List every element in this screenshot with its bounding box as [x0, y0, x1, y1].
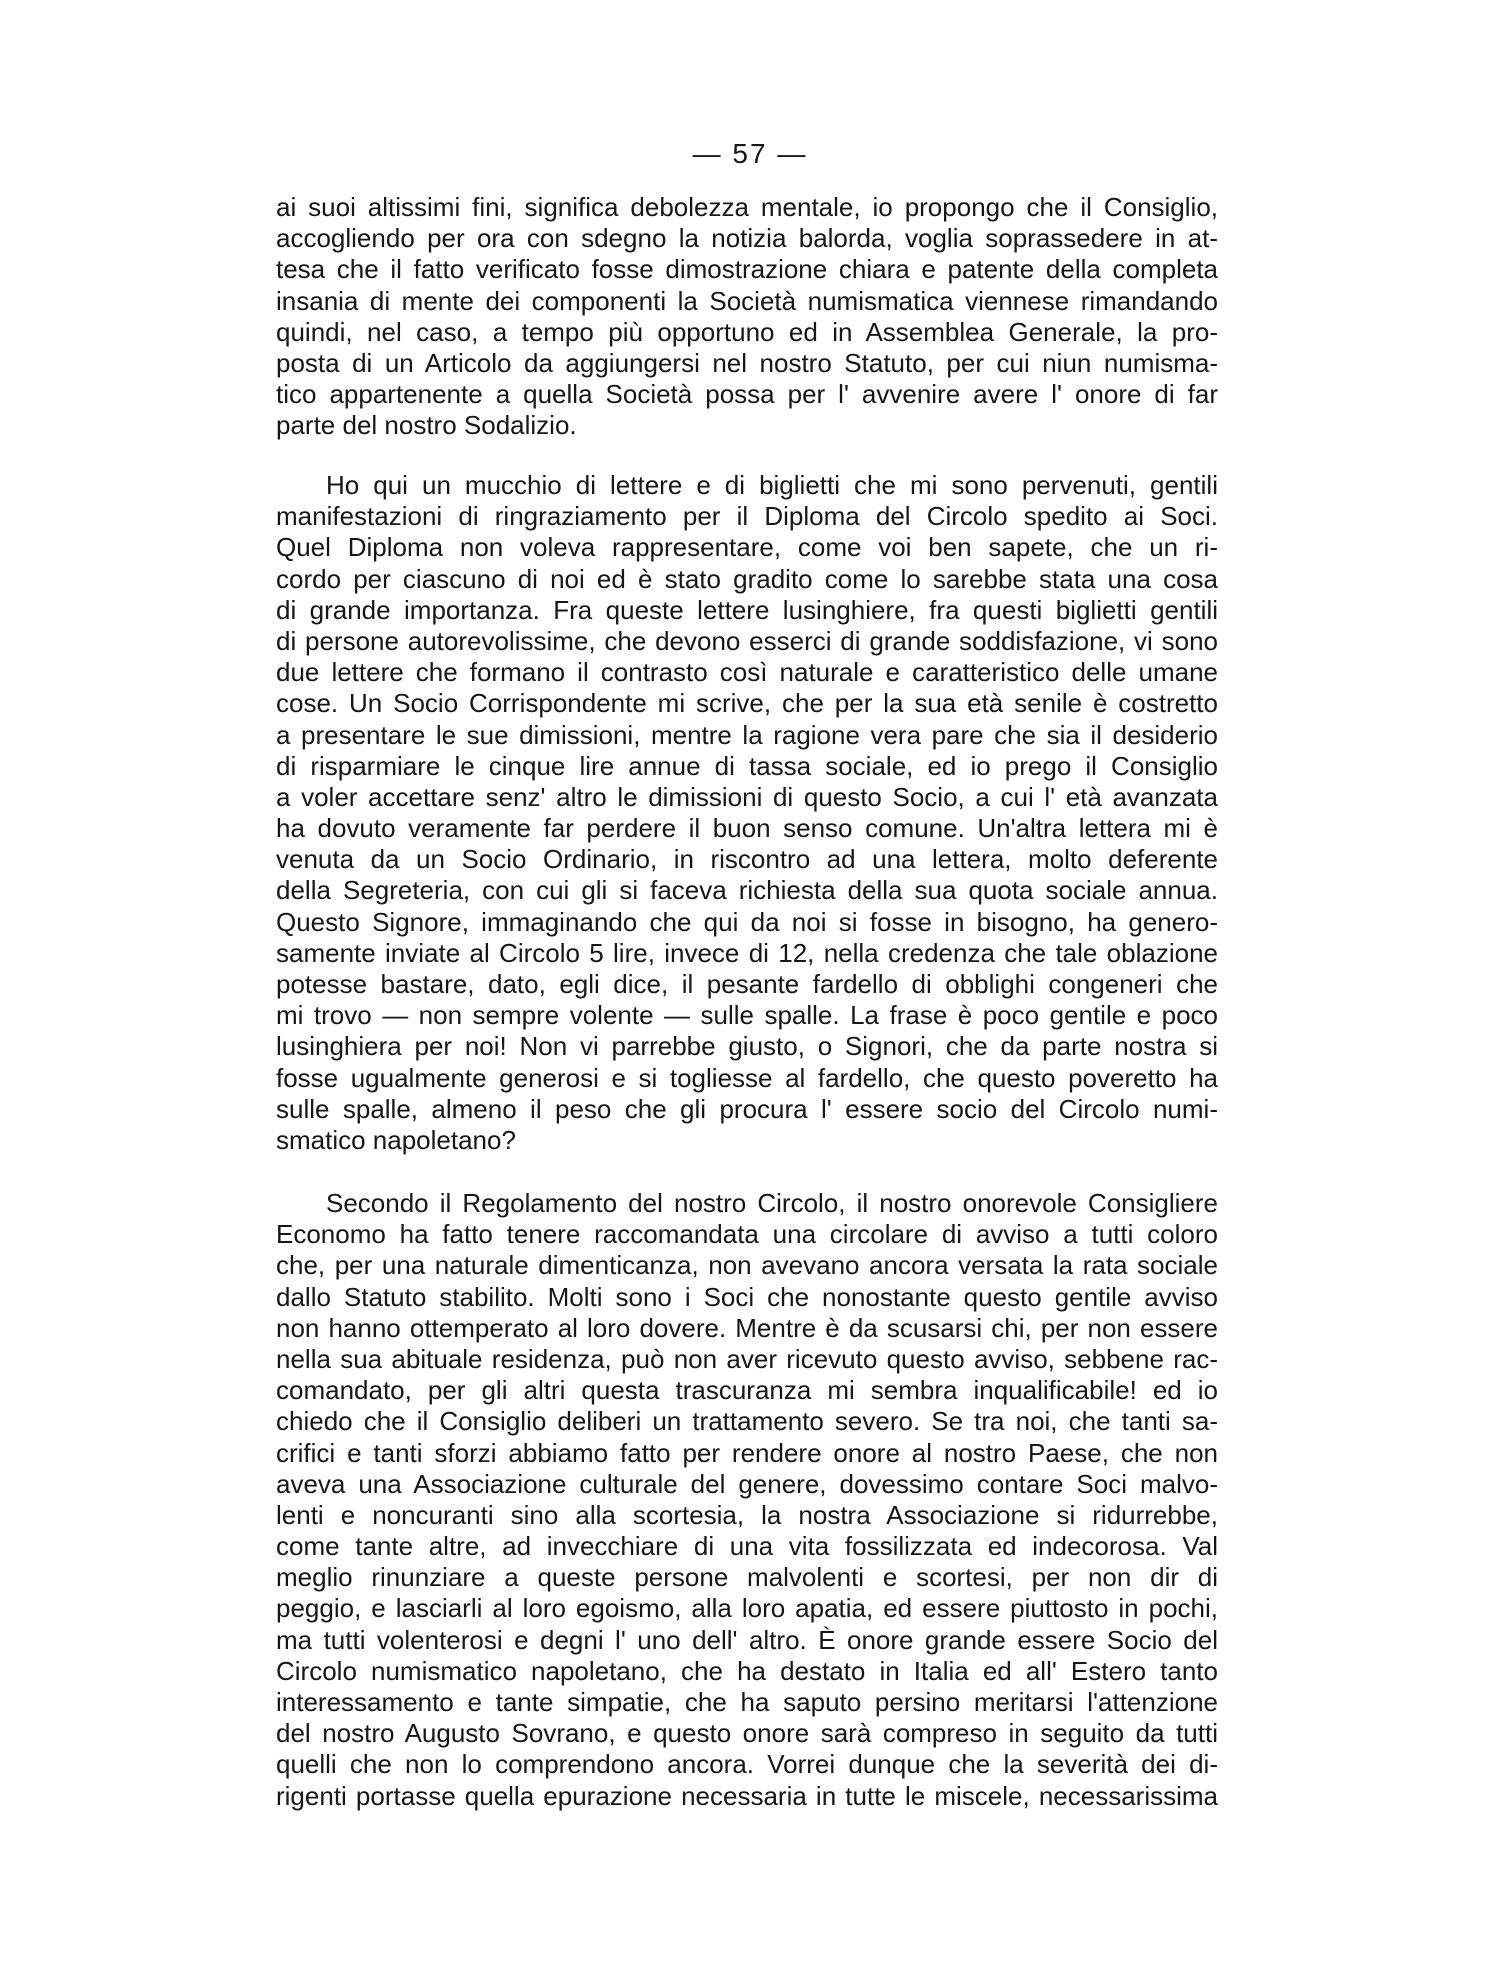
text-line: ma tutti volenterosi e degni l' uno dell' altro. È onore grande essere Socio del: [276, 1624, 1218, 1655]
text-line: non hanno ottemperato al loro dovere. Mentre è da scusarsi chi, per non essere: [276, 1312, 1218, 1343]
paragraph: [276, 192, 1218, 442]
paragraph: [276, 470, 1218, 1156]
text-line: come tante altre, ad invecchiare di una vita fossilizzata ed indecorosa. Val: [276, 1531, 1218, 1562]
text-line: Ho qui un mucchio di lettere e di biglietti che mi sono pervenuti, gentili: [326, 470, 1218, 500]
text-line: crifici e tanti sforzi abbiamo fatto per rendere onore al nostro Paese, che non: [276, 1437, 1218, 1468]
text-line: due lettere che formano il contrasto così naturale e caratteristico delle umane: [276, 657, 1218, 688]
text-line: comandato, per gli altri questa trascuranza mi sembra inqualificabile! ed io: [276, 1375, 1218, 1406]
text-line: tico appartenente a quella Società possa per l' avvenire avere l' onore di far: [276, 379, 1218, 410]
text-line: posta di un Articolo da aggiungersi nel nostro Statuto, per cui niun numisma-: [276, 347, 1218, 378]
text-line: insania di mente dei componenti la Società numismatica viennese rimandando: [276, 285, 1218, 316]
text-line: fosse ugualmente generosi e si togliesse al fardello, che questo poveretto ha: [276, 1062, 1218, 1093]
text-line: Circolo numismatico napoletano, che ha destato in Italia ed all' Estero tanto: [276, 1655, 1218, 1686]
text-line: quelli che non lo comprendono ancora. Vorrei dunque che la severità dei di-: [276, 1749, 1218, 1780]
text-line: venuta da un Socio Ordinario, in riscontro ad una lettera, molto deferente: [276, 844, 1218, 875]
text-line: peggio, e lasciarli al loro egoismo, alla loro apatia, ed essere piuttosto in pochi,: [276, 1593, 1218, 1624]
paragraph: [276, 1188, 1218, 1812]
text-line: Quel Diploma non voleva rappresentare, come voi ben sapete, che un ri-: [276, 532, 1218, 563]
text-line: di persone autorevolissime, che devono esserci di grande soddisfazione, vi sono: [276, 625, 1218, 656]
text-line: a presentare le sue dimissioni, mentre la ragione vera pare che sia il desiderio: [276, 719, 1218, 750]
text-line: del nostro Augusto Sovrano, e questo onore sarà compreso in seguito da tutti: [276, 1718, 1218, 1749]
text-line: lenti e noncuranti sino alla scortesia, la nostra Associazione si ridurrebbe,: [276, 1499, 1218, 1530]
text-line: smatico napoletano?: [276, 1124, 516, 1155]
text-line: cordo per ciascuno di noi ed è stato gradito come lo sarebbe stata una cosa: [276, 563, 1218, 594]
text-line: accogliendo per ora con sdegno la notizia balorda, voglia soprassedere in at-: [276, 223, 1218, 254]
text-line: che, per una naturale dimenticanza, non avevano ancora versata la rata sociale: [276, 1250, 1218, 1281]
text-line: meglio rinunziare a queste persone malvolenti e scortesi, per non dir di: [276, 1562, 1218, 1593]
text-line: lusinghiera per noi! Non vi parrebbe giusto, o Signori, che da parte nostra si: [276, 1031, 1218, 1062]
text-line: rigenti portasse quella epurazione necessaria in tutte le miscele, necessarissima: [276, 1780, 1218, 1811]
text-line: cose. Un Socio Corrispondente mi scrive, che per la sua età senile è costretto: [276, 688, 1218, 719]
text-line: sulle spalle, almeno il peso che gli procura l' essere socio del Circolo numi-: [276, 1093, 1218, 1124]
text-line: manifestazioni di ringraziamento per il Diploma del Circolo spedito ai Soci.: [276, 501, 1218, 532]
text-line: tesa che il fatto verificato fosse dimostrazione chiara e patente della completa: [276, 254, 1218, 285]
text-line: parte del nostro Sodalizio.: [276, 410, 577, 441]
text-line: ha dovuto veramente far perdere il buon senso comune. Un'altra lettera mi è: [276, 813, 1218, 844]
text-line: aveva una Associazione culturale del genere, dovessimo contare Soci malvo-: [276, 1468, 1218, 1499]
text-line: a voler accettare senz' altro le dimissioni di questo Socio, a cui l' età avanzata: [276, 781, 1218, 812]
text-line: Economo ha fatto tenere raccomandata una circolare di avviso a tutti coloro: [276, 1219, 1218, 1250]
text-line: interessamento e tante simpatie, che ha saputo persino meritarsi l'attenzione: [276, 1687, 1218, 1717]
text-line: mi trovo — non sempre volente — sulle spalle. La frase è poco gentile e poco: [276, 1000, 1218, 1031]
text-line: samente inviate al Circolo 5 lire, invece di 12, nella credenza che tale oblazione: [276, 937, 1218, 968]
text-line: nella sua abituale residenza, può non aver ricevuto questo avviso, sebbene rac-: [276, 1343, 1218, 1374]
page-number: — 57 —: [692, 138, 808, 169]
text-line: dallo Statuto stabilito. Molti sono i Soci che nonostante questo gentile avviso: [276, 1281, 1218, 1312]
text-line: chiedo che il Consiglio deliberi un trattamento severo. Se tra noi, che tanti sa-: [276, 1406, 1218, 1437]
text-line: di grande importanza. Fra queste lettere lusinghiere, fra questi biglietti gentili: [276, 594, 1218, 625]
text-line: Questo Signore, immaginando che qui da noi si fosse in bisogno, ha genero-: [276, 906, 1218, 937]
text-line: ai suoi altissimi fini, significa debolezza mentale, io propongo che il Consiglio,: [276, 192, 1218, 222]
text-line: quindi, nel caso, a tempo più opportuno ed in Assemblea Generale, la pro-: [276, 316, 1218, 347]
text-line: della Segreteria, con cui gli si faceva richiesta della sua quota sociale annua.: [276, 875, 1218, 906]
text-line: potesse bastare, dato, egli dice, il pesante fardello di obblighi congeneri che: [276, 969, 1218, 999]
text-line: di risparmiare le cinque lire annue di tassa sociale, ed io prego il Consiglio: [276, 750, 1218, 781]
text-line: Secondo il Regolamento del nostro Circolo, il nostro onorevole Consigliere: [326, 1188, 1218, 1218]
